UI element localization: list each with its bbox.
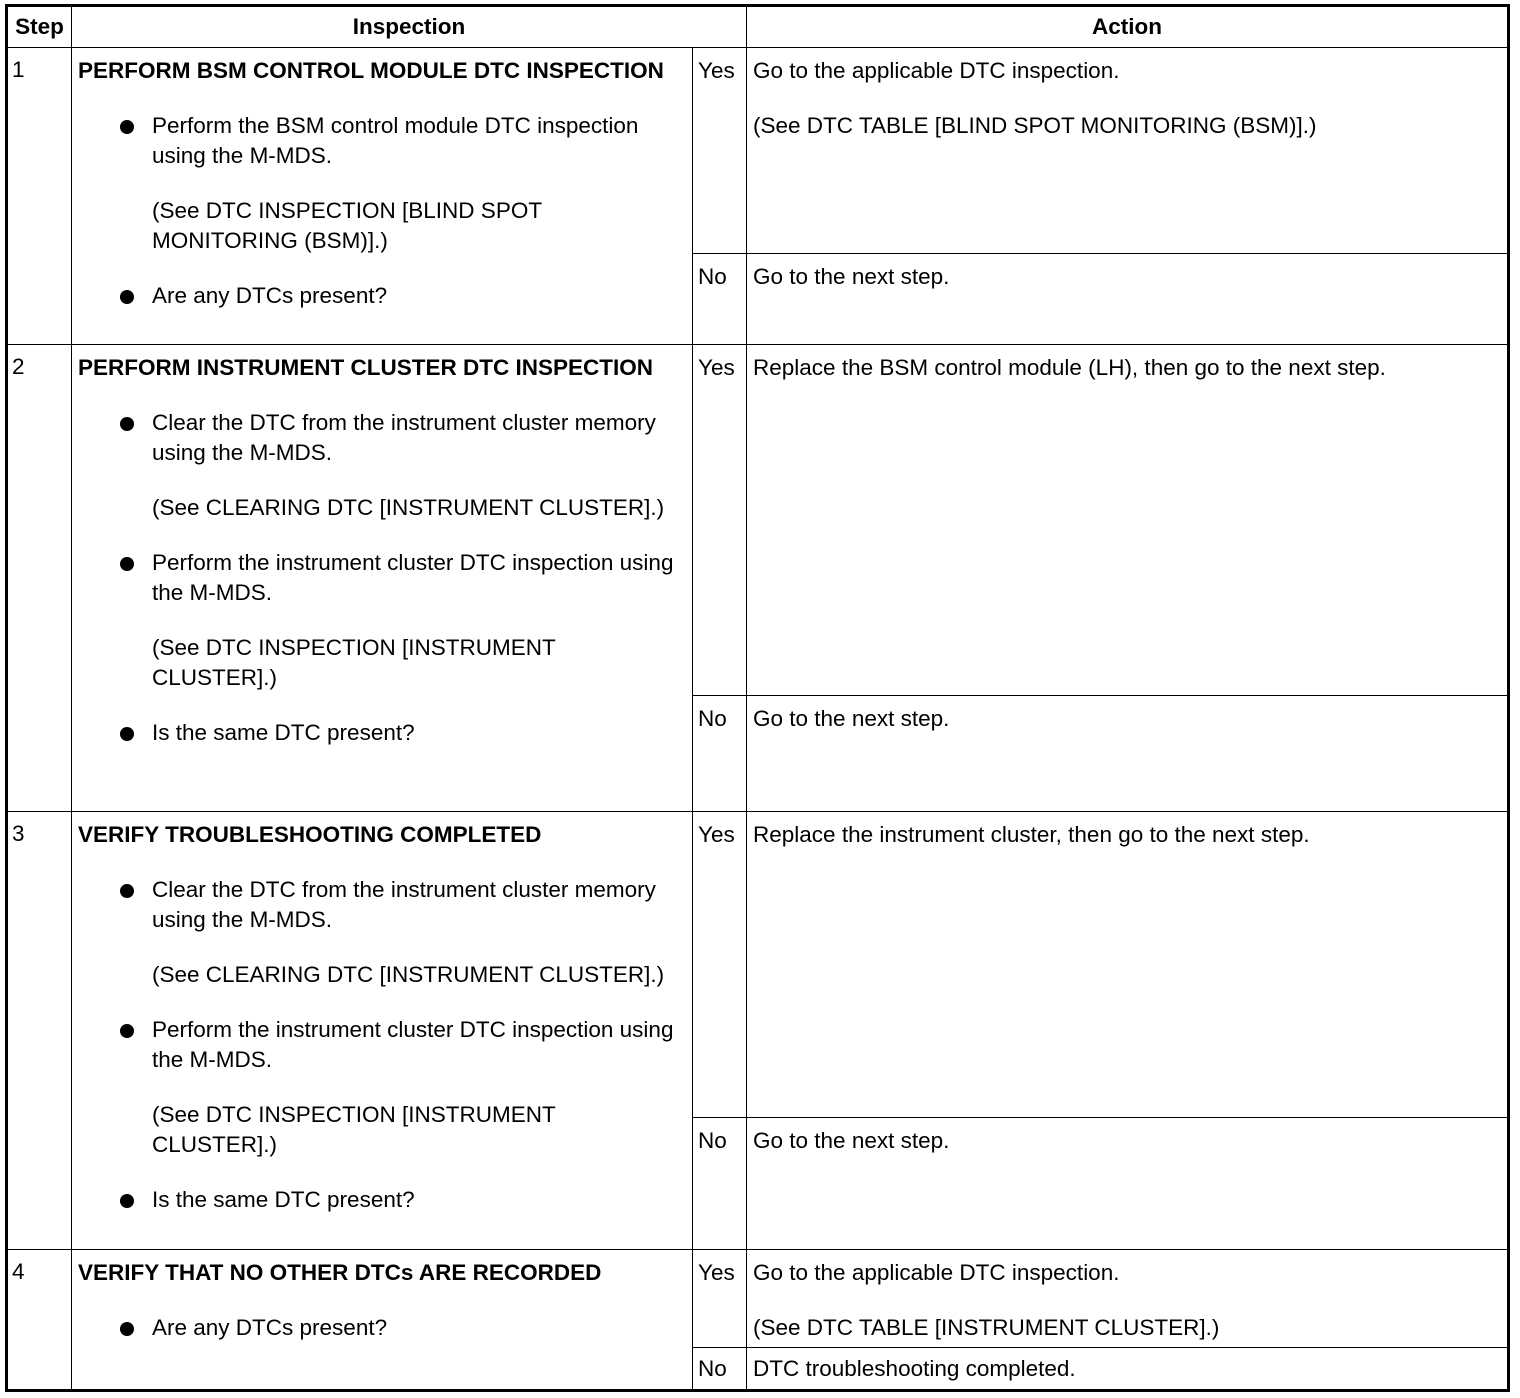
bullet-icon	[120, 557, 134, 571]
yes-label: Yes	[693, 1249, 747, 1347]
bullet-text: Perform the instrument cluster DTC inspection using the M-MDS.	[152, 1017, 674, 1073]
action-header: Action	[747, 7, 1508, 48]
yes-label: Yes	[693, 48, 747, 254]
no-label: No	[693, 254, 747, 345]
reference-link[interactable]: (See DTC INSPECTION [INSTRUMENT CLUSTER].)	[152, 635, 556, 691]
step-header: Step	[8, 7, 72, 48]
list-item	[78, 1015, 686, 1075]
no-action: Go to the next step.	[747, 254, 1508, 345]
yes-label: Yes	[693, 812, 747, 1117]
bullet-text: Is the same DTC present?	[152, 720, 415, 746]
step-number: 2	[8, 345, 72, 812]
list-item	[78, 875, 686, 935]
no-action: Go to the next step.	[747, 695, 1508, 811]
step-number: 1	[8, 48, 72, 345]
table-row	[8, 345, 1508, 696]
no-label: No	[693, 1347, 747, 1389]
list-item	[78, 548, 686, 608]
dtc-troubleshooting-table	[7, 6, 1508, 1390]
inspection-cell	[72, 345, 693, 812]
reference-link[interactable]: (See CLEARING DTC [INSTRUMENT CLUSTER].)	[152, 962, 665, 988]
inspection-cell	[72, 1249, 693, 1389]
action-text: Go to the applicable DTC inspection.	[753, 1259, 1120, 1285]
yes-action: Replace the BSM control module (LH), then go to the next step.	[747, 345, 1508, 696]
table-row	[8, 1249, 1508, 1347]
no-action: DTC troubleshooting completed.	[747, 1347, 1508, 1389]
bullet-icon	[120, 1194, 134, 1208]
reference-link[interactable]: (See CLEARING DTC [INSTRUMENT CLUSTER].)	[152, 495, 665, 521]
no-label: No	[693, 1117, 747, 1249]
list-item	[78, 111, 686, 171]
yes-action	[747, 1249, 1508, 1347]
table-row	[8, 48, 1508, 254]
bullet-text: Are any DTCs present?	[152, 283, 388, 308]
action-text: Go to the applicable DTC inspection.	[753, 58, 1120, 83]
list-item	[78, 1185, 686, 1215]
step-title: PERFORM BSM CONTROL MODULE DTC INSPECTION	[78, 58, 664, 83]
bullet-icon	[120, 1024, 134, 1038]
header-row	[8, 7, 1508, 48]
bullet-text: Clear the DTC from the instrument cluster memory using the M-MDS.	[152, 877, 656, 933]
bullet-icon	[120, 417, 134, 431]
reference-link[interactable]: (See DTC INSPECTION [INSTRUMENT CLUSTER].)	[152, 1102, 556, 1158]
inspection-cell	[72, 812, 693, 1250]
bullet-icon	[120, 727, 134, 741]
bullet-icon	[120, 1322, 134, 1336]
bullet-text: Are any DTCs present?	[152, 1314, 388, 1340]
bullet-text: Perform the instrument cluster DTC inspection using the M-MDS.	[152, 550, 674, 606]
list-item	[78, 281, 686, 311]
step-title: VERIFY THAT NO OTHER DTCs ARE RECORDED	[78, 1259, 602, 1285]
bullet-text: Clear the DTC from the instrument cluster memory using the M-MDS.	[152, 410, 656, 466]
yes-action: Replace the instrument cluster, then go to the next step.	[747, 812, 1508, 1117]
bullet-text: Perform the BSM control module DTC inspection using the M-MDS.	[152, 113, 639, 168]
yes-label: Yes	[693, 345, 747, 696]
list-item	[78, 1313, 686, 1343]
bullet-icon	[120, 290, 134, 304]
list-item	[78, 718, 686, 748]
list-item	[78, 408, 686, 468]
reference-link[interactable]: (See DTC TABLE [BLIND SPOT MONITORING (BSM)].)	[753, 113, 1317, 138]
no-label: No	[693, 695, 747, 811]
no-action: Go to the next step.	[747, 1117, 1508, 1249]
inspection-header: Inspection	[72, 7, 747, 48]
reference-link[interactable]: (See DTC INSPECTION [BLIND SPOT MONITORING (BSM)].)	[152, 198, 542, 253]
step-number: 3	[8, 812, 72, 1250]
bullet-icon	[120, 120, 134, 134]
inspection-cell	[72, 48, 693, 345]
table-row	[8, 812, 1508, 1117]
yes-action	[747, 48, 1508, 254]
step-title: VERIFY TROUBLESHOOTING COMPLETED	[78, 822, 542, 848]
step-number: 4	[8, 1249, 72, 1389]
reference-link[interactable]: (See DTC TABLE [INSTRUMENT CLUSTER].)	[753, 1314, 1220, 1340]
bullet-icon	[120, 884, 134, 898]
bullet-text: Is the same DTC present?	[152, 1187, 415, 1213]
step-title: PERFORM INSTRUMENT CLUSTER DTC INSPECTION	[78, 355, 654, 381]
